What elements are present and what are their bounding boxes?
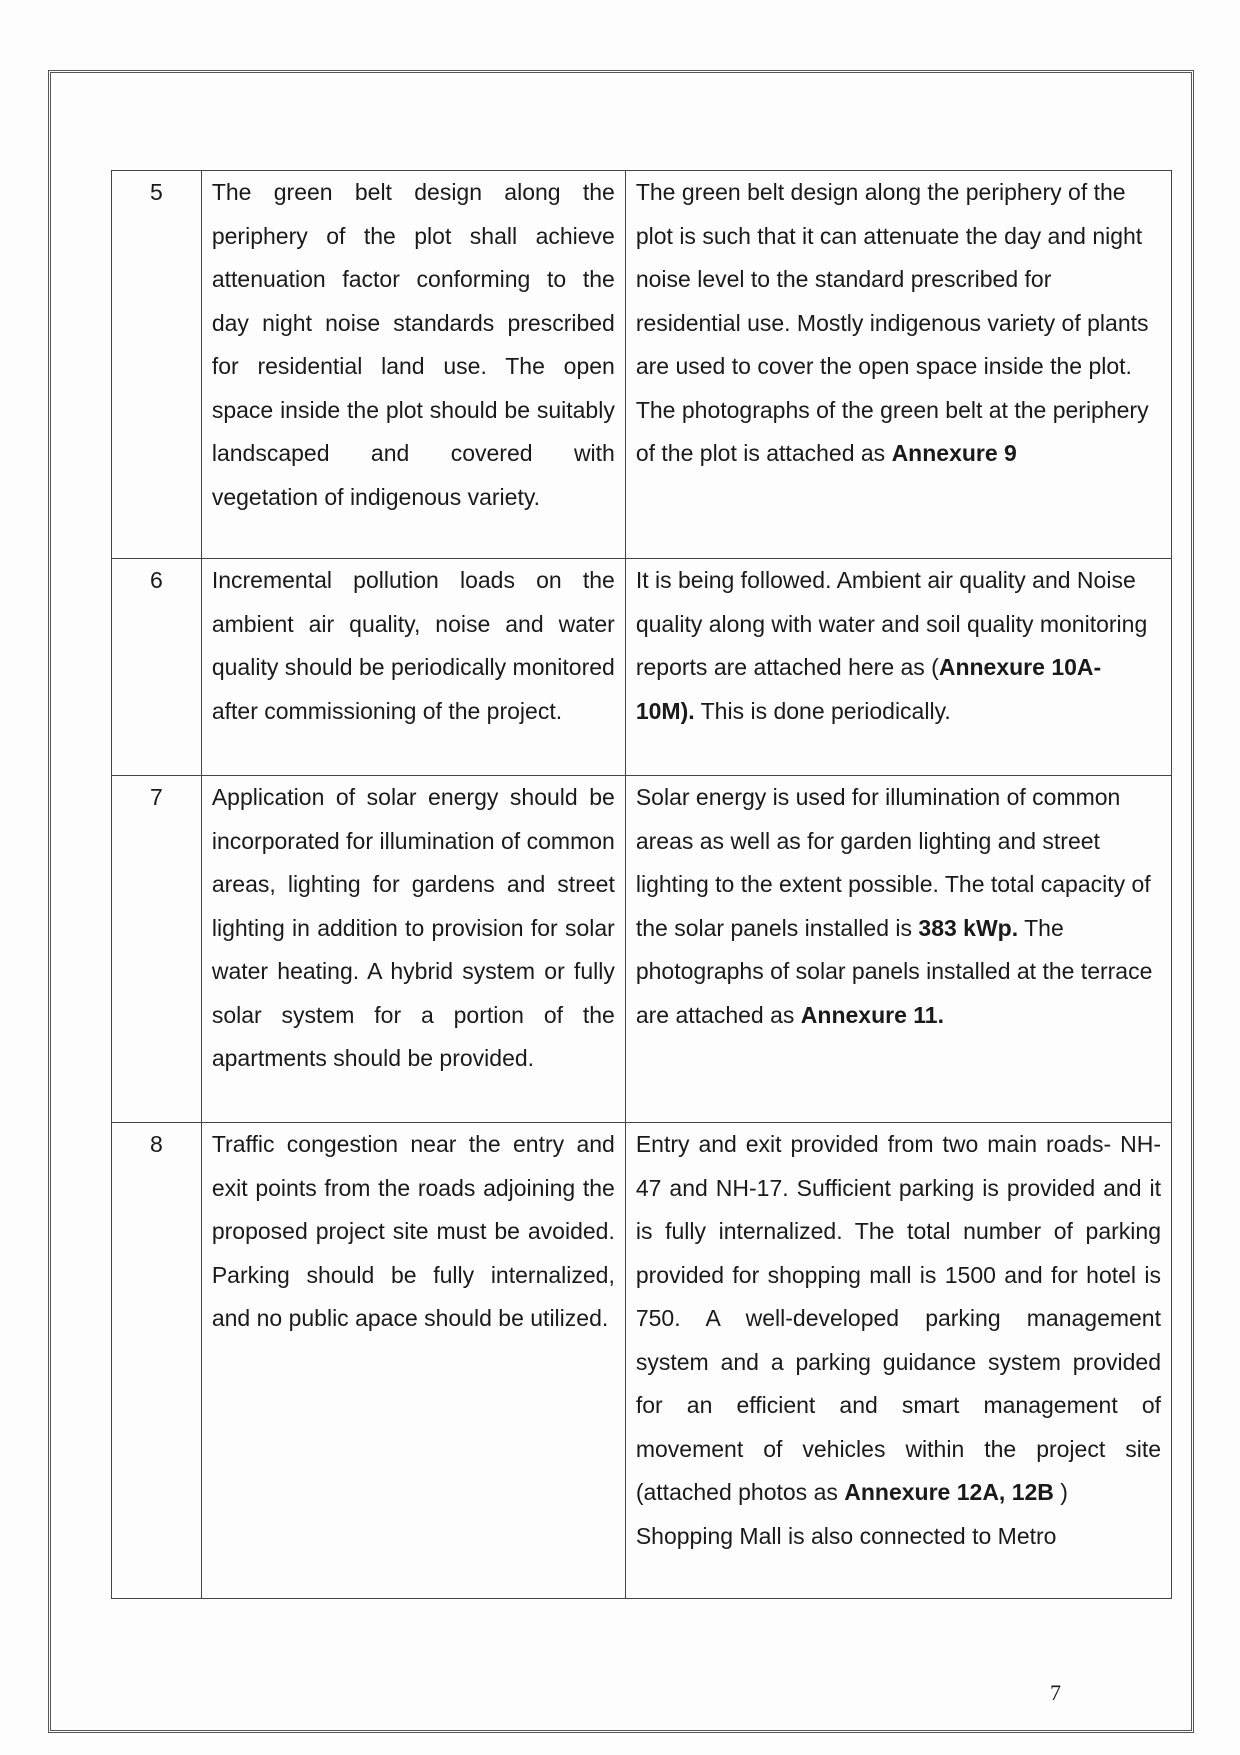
page-number: 7 (1050, 1680, 1061, 1705)
table-row (112, 1123, 1172, 1599)
compliance-text: It is being followed. Ambient air quality and Noise quality along with water and soil quality monitoring reports are attached here as (Annexure 10A- 10M). This is done periodically. (625, 559, 1171, 776)
condition-text: Traffic congestion near the entry and exit points from the roads adjoining the proposed project site must be avoided. Parking should be fully internalized, and no public apace should be utilized. (201, 1123, 625, 1599)
condition-text: Incremental pollution loads on the ambient air quality, noise and water quality should be periodically monitored after commissioning of the project. (201, 559, 625, 776)
compliance-text: Solar energy is used for illumination of common areas as well as for garden lighting and street lighting to the extent possible. The total capacity of the solar panels installed is 383 kWp. The photographs of solar panels installed at the terrace are attached as Annexure 11. (625, 776, 1171, 1123)
compliance-text: Entry and exit provided from two main roads- NH-47 and NH-17. Sufficient parking is provided and it is fully internalized. The total number of parking provided for shopping mall is 1500 and for hotel is 750. A well-developed parking management system and a parking guidance system provided for an efficient and smart management of movement of vehicles within the project site (attached photos as Annexure 12A, 12B ) Shopping Mall is also connected to Metro (625, 1123, 1171, 1599)
condition-text: Application of solar energy should be incorporated for illumination of common areas, lighting for gardens and street lighting in addition to provision for solar water heating. A hybrid system or fully solar system for a portion of the apartments should be provided. (201, 776, 625, 1123)
compliance-text: The green belt design along the periphery of the plot is such that it can attenuate the day and night noise level to the standard prescribed for residential use. Mostly indigenous variety of plants are used to cover the open space inside the plot. The photographs of the green belt at the periphery of the plot is attached as Annexure 9 (625, 171, 1171, 559)
compliance-table (111, 170, 1172, 1599)
serial-number: 8 (112, 1123, 202, 1599)
condition-text: The green belt design along the periphery of the plot shall achieve attenuation factor conforming to the day night noise standards prescribed for residential land use. The open space inside the plot should be suitably landscaped and covered with vegetation of indigenous variety. (201, 171, 625, 559)
table-row (112, 171, 1172, 559)
table-row (112, 559, 1172, 776)
table-row (112, 776, 1172, 1123)
serial-number: 7 (112, 776, 202, 1123)
serial-number: 6 (112, 559, 202, 776)
serial-number: 5 (112, 171, 202, 559)
